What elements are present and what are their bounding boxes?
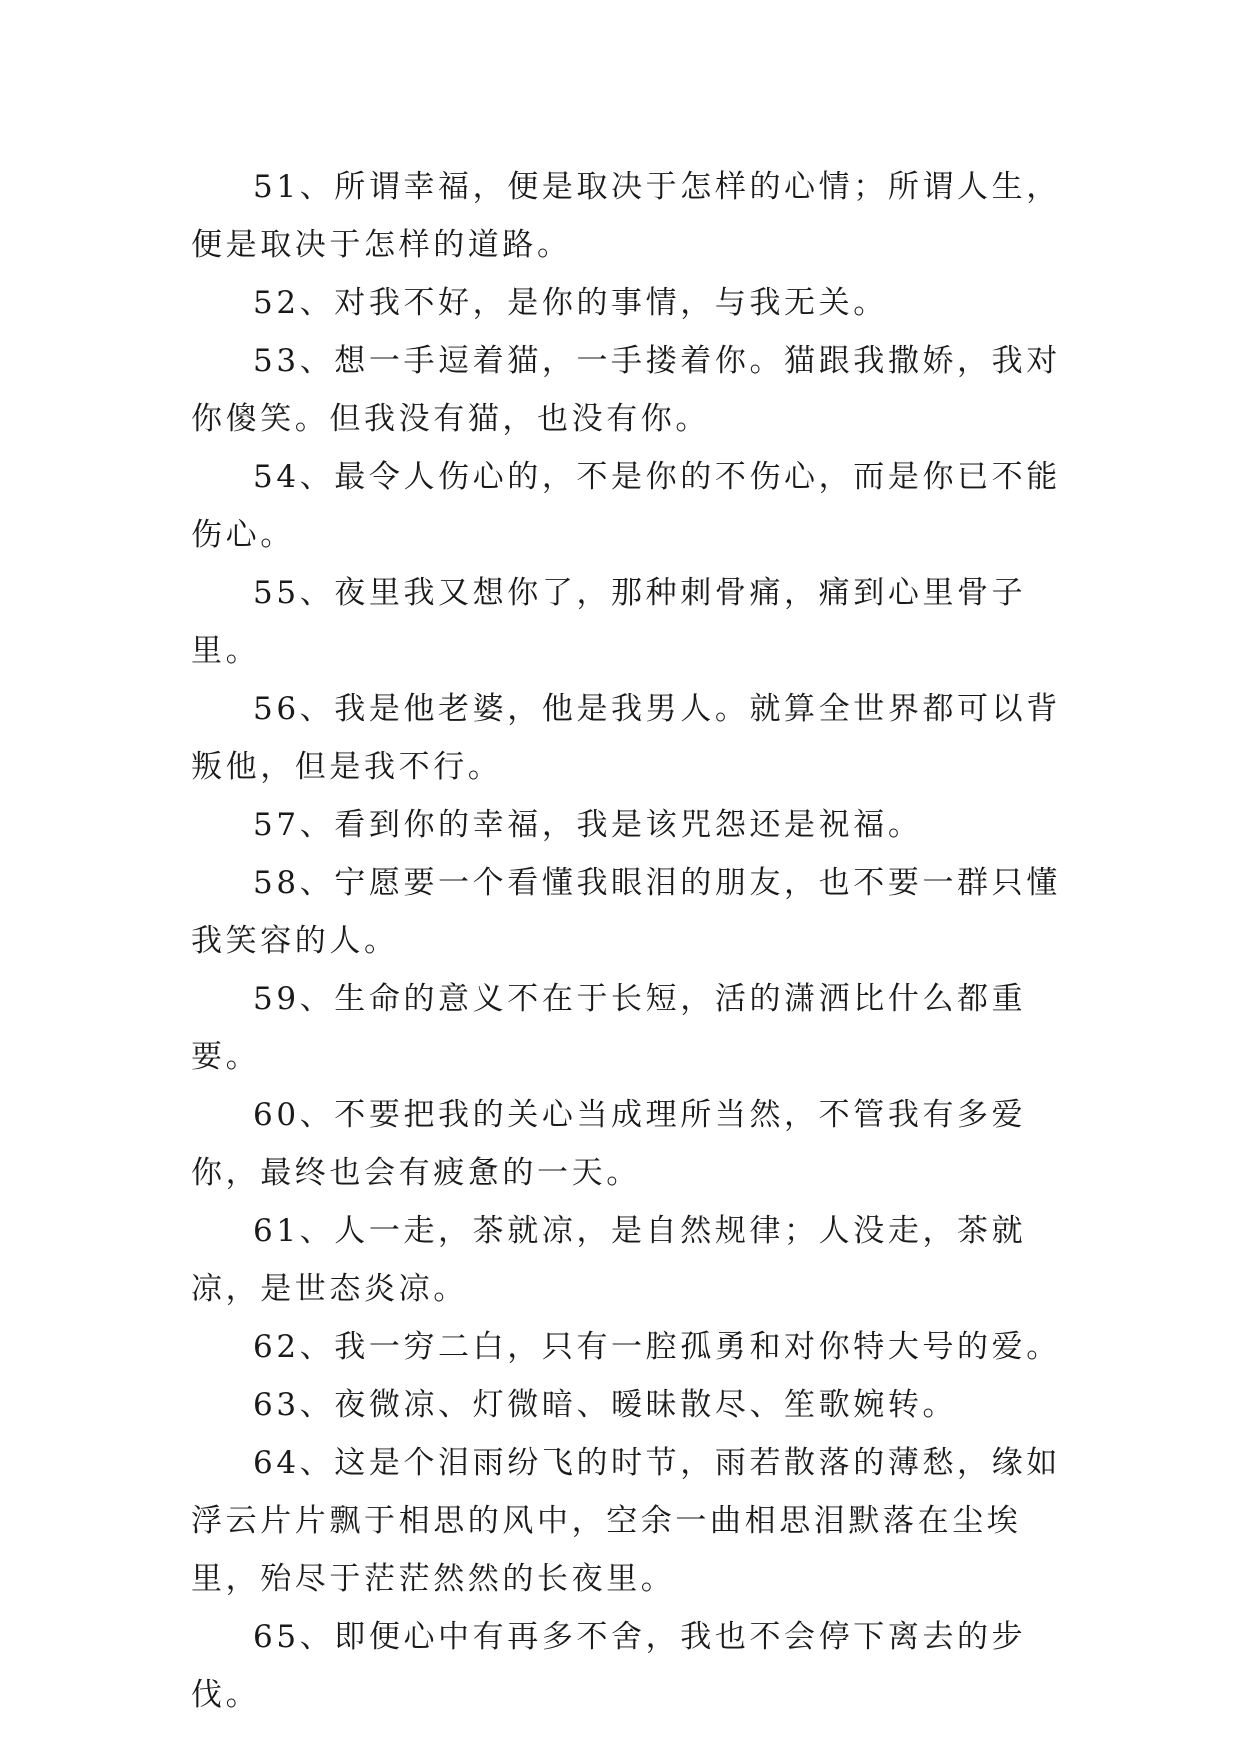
paragraph-61: 61、人一走，茶就凉，是自然规律；人没走，茶就凉，是世态炎凉。 — [191, 1213, 1027, 1307]
paragraph-57: 57、看到你的幸福，我是该咒怨还是祝福。 — [253, 807, 923, 843]
paragraph-65: 65、即便心中有再多不舍，我也不会停下离去的步伐。 — [191, 1619, 1027, 1713]
paragraph-64: 64、这是个泪雨纷飞的时节，雨若散落的薄愁，缘如浮云片片飘于相思的风中，空余一曲相思泪默落在尘埃里，殆尽于茫茫然然的长夜里。 — [191, 1445, 1061, 1597]
paragraph-51: 51、所谓幸福，便是取决于怎样的心情；所谓人生，便是取决于怎样的道路。 — [191, 169, 1061, 263]
paragraph-58: 58、宁愿要一个看懂我眼泪的朋友，也不要一群只懂我笑容的人。 — [191, 865, 1061, 959]
paragraph-63: 63、夜微凉、灯微暗、暧昧散尽、笙歌婉转。 — [253, 1387, 958, 1423]
paragraph-55: 55、夜里我又想你了，那种刺骨痛，痛到心里骨子里。 — [191, 575, 1027, 669]
paragraph-54: 54、最令人伤心的，不是你的不伤心，而是你已不能伤心。 — [191, 459, 1061, 553]
paragraph-56: 56、我是他老婆，他是我男人。就算全世界都可以背叛他，但是我不行。 — [191, 691, 1061, 785]
paragraph-60: 60、不要把我的关心当成理所当然，不管我有多爱你，最终也会有疲惫的一天。 — [191, 1097, 1027, 1191]
document-body — [191, 158, 1071, 1724]
paragraph-62: 62、我一穷二白，只有一腔孤勇和对你特大号的爱。 — [253, 1329, 1061, 1365]
paragraph-53: 53、想一手逗着猫，一手搂着你。猫跟我撒娇，我对你傻笑。但我没有猫，也没有你。 — [191, 343, 1061, 437]
paragraph-52: 52、对我不好，是你的事情，与我无关。 — [253, 285, 888, 321]
paragraph-59: 59、生命的意义不在于长短，活的潇洒比什么都重要。 — [191, 981, 1027, 1075]
